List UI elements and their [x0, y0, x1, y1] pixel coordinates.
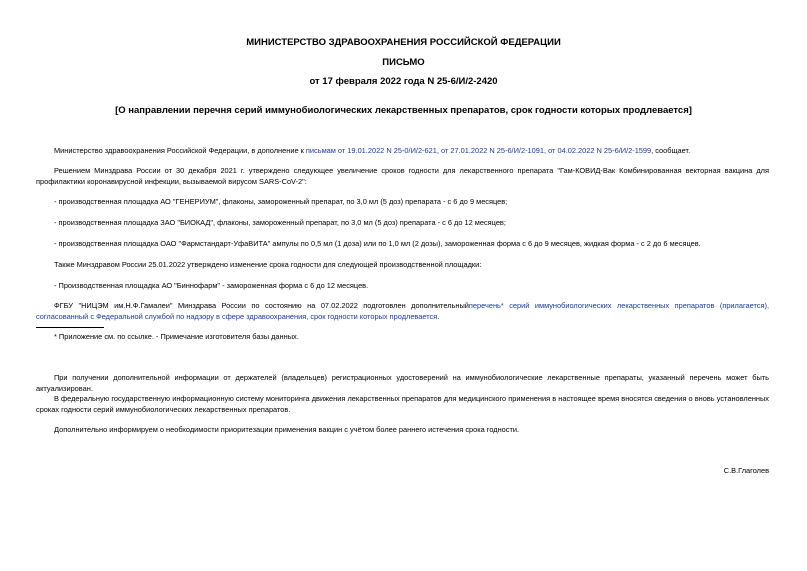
list-item-farmstandart: - производственная площадка ОАО "Фармстандарт-УфаВИТА" ампулы по 0,5 мл (1 доза) или по 1,0 мл (2 дозы), замороженная форма с 6 до 9 месяцев, жидкая форма - с 2 до 6 месяцев. [54, 239, 701, 248]
list-link[interactable]: перечень* серий иммунобиологических лекарственных препаратов (прилагается), согласованный с Федеральной службой по надзору в сфере здравоохранения, срок годности которых продлевается [36, 301, 769, 321]
paragraph-decision: Решением Минздрава России от 30 декабря 2021 г. утверждено следующее увеличение сроков годности для лекарственного препарата "Гам-КОВИД-Вак Комбинированная векторная вакцина для профилактики коронавирусной инфекции, вызываемой вирусом SARS-CoV-2": [36, 166, 769, 186]
signature: С.В.Глаголев [723, 466, 769, 475]
paragraph-intro [36, 146, 769, 157]
paragraph-update: При получении дополнительной информации от держателей (владельцев) регистрационных удостоверений на иммунобиологические лекарственные препараты, указанный перечень может быть актуализирован. [36, 373, 769, 393]
doc-subject: [О направлении перечня серий иммунобиологических лекарственных препаратов, срок годности которых продлевается] [115, 105, 692, 116]
footnote-divider [36, 327, 104, 328]
doc-type: ПИСЬМО [382, 57, 425, 68]
intro-text: Министерство здравоохранения Российской Федерации, в дополнение к [54, 146, 306, 155]
ministry-title: МИНИСТЕРСТВО ЗДРАВООХРАНЕНИЯ РОССИЙСКОЙ ФЕДЕРАЦИИ [246, 37, 561, 48]
gamaleya-text: ФГБУ "НИЦЭМ им.Н.Ф.Гамалеи" Минздрава России по состоянию на 07.02.2022 подготовлен дополнительный [54, 301, 469, 310]
paragraph-priority: Дополнительно информируем о необходимости приоритезации применения вакцин с учётом более раннего истечения срока годности. [54, 425, 520, 434]
footnote: * Приложение см. по ссылке. - Примечание изготовителя базы данных. [54, 332, 299, 341]
doc-date-number: от 17 февраля 2022 года N 25-6/И/2-2420 [309, 76, 498, 87]
list-item-binnopharm: - Производственная площадка АО "Биннофарм" - замороженная форма с 6 до 12 месяцев. [54, 281, 369, 290]
paragraph-additional: Также Минздравом России 25.01.2022 утверждено изменение срока годности для следующей производственной площадки: [54, 260, 482, 269]
list-item-generium: - производственная площадка АО "ГЕНЕРИУМ", флаконы, замороженный препарат, по 3,0 мл (5 доз) препарата - с 6 до 9 месяцев; [54, 197, 508, 206]
gamaleya-text-end: . [437, 311, 440, 321]
letters-link[interactable]: письмам от 19.01.2022 N 25-0/И/2-621, от 27.01.2022 N 25-6/И/2-1091, от 04.02.2022 N 25-6/И/2-1599 [305, 146, 652, 155]
paragraph-monitoring: В федеральную государственную информационную систему мониторинга движения лекарственных препаратов для медицинского применения в настоящее время вносятся сведения о вновь установленных сроках годности серий иммунобиологических лекарственных препаратов. [36, 394, 769, 414]
list-item-biocad: - производственная площадка ЗАО "БИОКАД", флаконы, замороженный препарат, по 3,0 мл (5 доз) препарата - с 6 до 12 месяцев; [54, 218, 506, 227]
paragraph-gamaleya [36, 301, 769, 322]
intro-text-end: , сообщает. [651, 146, 691, 155]
